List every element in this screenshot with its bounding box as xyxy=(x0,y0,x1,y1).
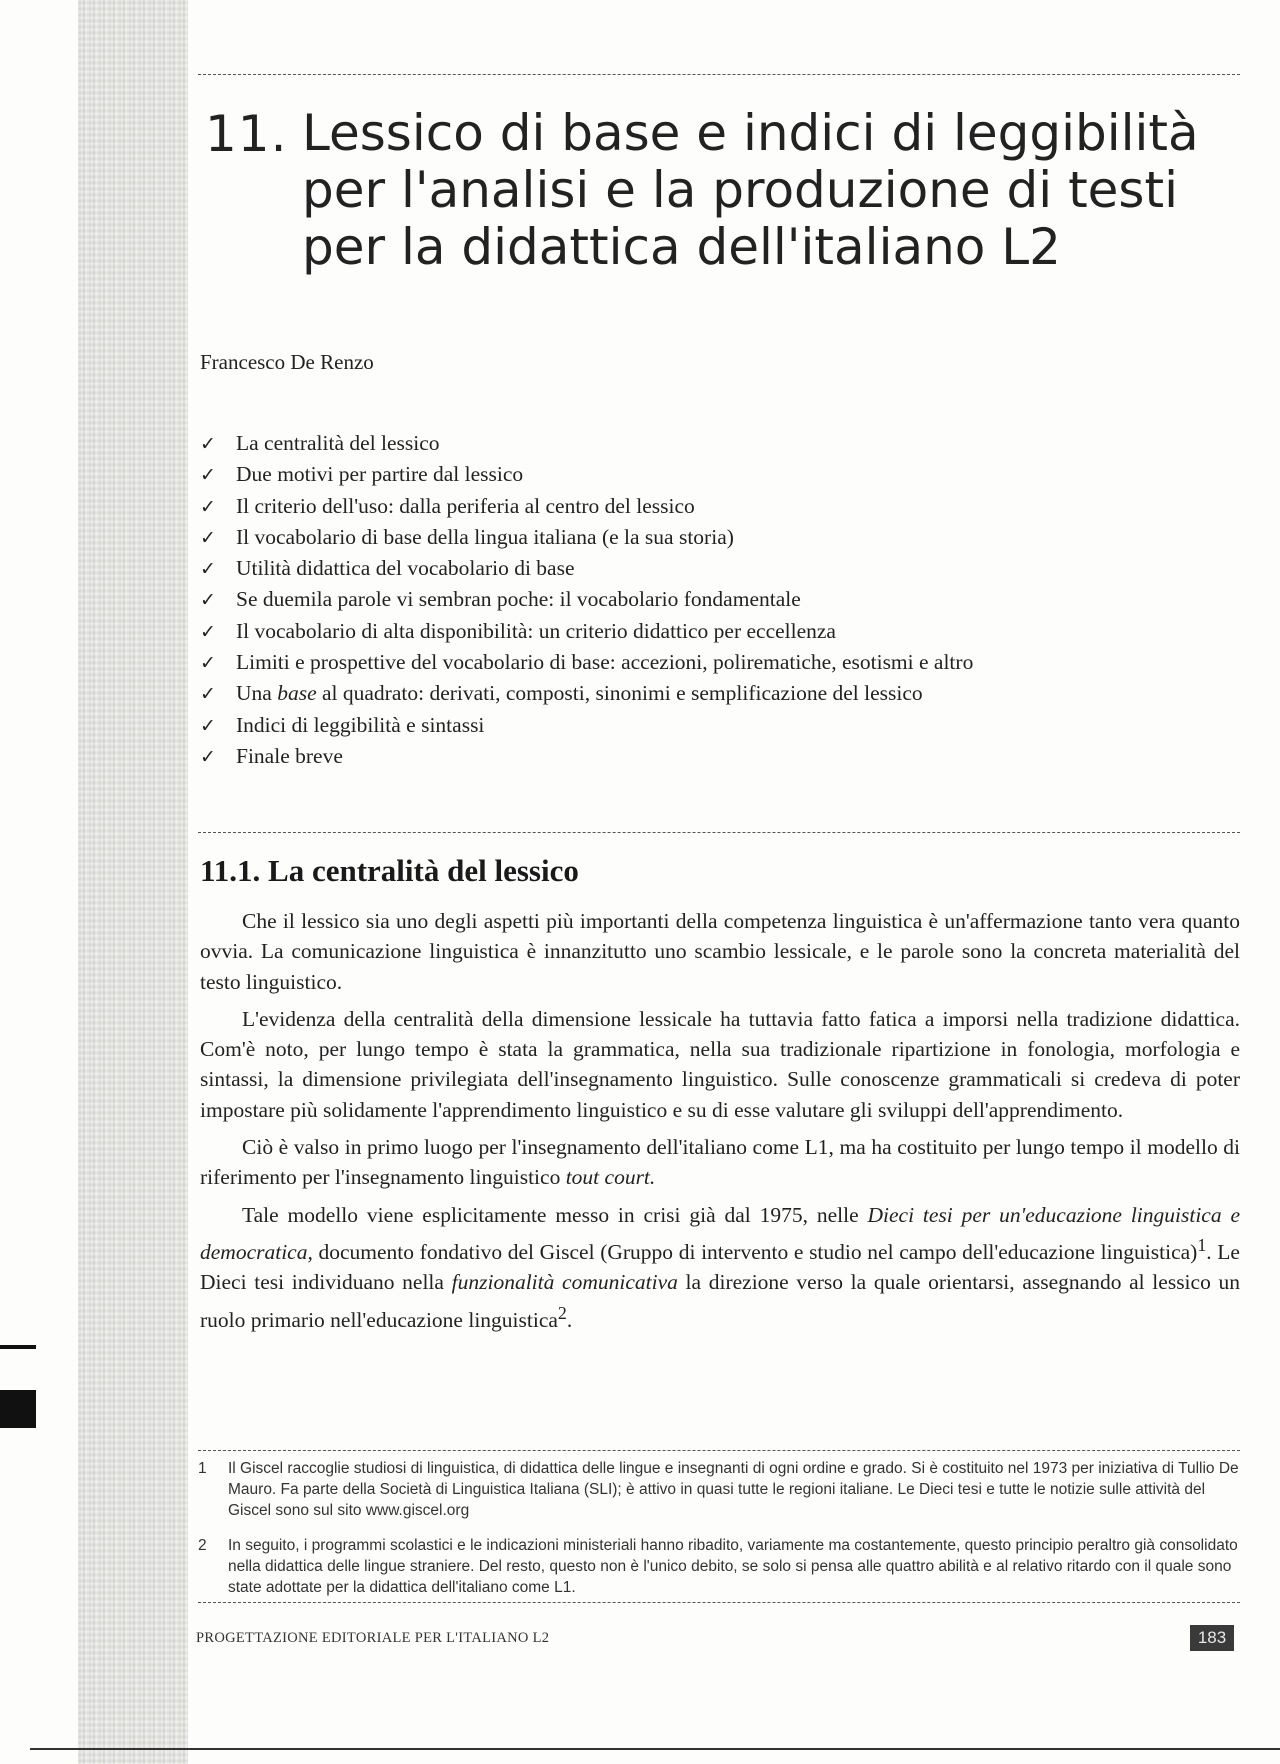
checkmark-icon: ✓ xyxy=(200,745,216,768)
chapter-title-line: per l'analisi e la produzione di testi xyxy=(302,161,1178,219)
section-dashed-rule xyxy=(198,832,1240,833)
list-item: ✓ La centralità del lessico xyxy=(200,428,973,459)
checkmark-icon: ✓ xyxy=(200,433,216,455)
chapter-title-line: per la didattica dell'italiano L2 xyxy=(302,218,1061,276)
list-item: ✓ Indici di leggibilità e sintassi xyxy=(200,710,973,741)
footnote-ref[interactable]: 2 xyxy=(557,1302,567,1323)
checkmark-icon: ✓ xyxy=(200,652,216,675)
footer-dashed-rule xyxy=(198,1602,1240,1603)
list-item: ✓ Utilità didattica del vocabolario di base xyxy=(200,553,973,584)
checkmark-icon: ✓ xyxy=(200,526,216,549)
checkmark-icon: ✓ xyxy=(200,714,216,737)
running-title: PROGETTAZIONE EDITORIALE PER L'ITALIANO L2 xyxy=(196,1630,550,1646)
scan-margin-block xyxy=(0,1390,36,1428)
list-item: ✓ Finale breve xyxy=(200,741,973,772)
scan-bottom-edge xyxy=(30,1748,1280,1750)
chapter-title-line: Lessico di base e indici di leggibilità xyxy=(302,104,1199,162)
checkmark-icon: ✓ xyxy=(200,495,216,518)
paragraph: Ciò è valso in primo luogo per l'insegnamento dell'italiano come L1, ma ha costituito per lungo tempo il modello di riferimento per l'insegnamento linguistico tout court. xyxy=(200,1135,1240,1190)
footnote-number: 1 xyxy=(198,1460,207,1477)
section-heading: 11.1. La centralità del lessico xyxy=(200,853,579,888)
scan-binding-shadow xyxy=(78,0,188,1764)
author-name: Francesco De Renzo xyxy=(200,350,374,374)
footnotes xyxy=(198,1458,1240,1612)
list-item: ✓ Il vocabolario di alta disponibilità: un criterio didattico per eccellenza xyxy=(200,616,973,647)
list-item: ✓ Il vocabolario di base della lingua italiana (e la sua storia) xyxy=(200,522,973,553)
list-item: ✓ Limiti e prospettive del vocabolario di base: accezioni, polirematiche, esotismi e altro xyxy=(200,647,973,678)
section-body xyxy=(200,906,1240,1342)
list-item: ✓ Se duemila parole vi sembran poche: il vocabolario fondamentale xyxy=(200,584,973,615)
footnote-dashed-rule xyxy=(198,1450,1240,1451)
checkmark-icon: ✓ xyxy=(200,683,216,706)
chapter-title xyxy=(302,105,1242,276)
list-item: ✓ Due motivi per partire dal lessico xyxy=(200,459,973,490)
list-item: ✓ Una base al quadrato: derivati, composti, sinonimi e semplificazione del lessico xyxy=(200,678,973,709)
checkmark-icon: ✓ xyxy=(200,558,216,581)
footnote-number: 2 xyxy=(198,1537,207,1554)
chapter-contents-list xyxy=(200,428,973,772)
list-item: ✓ Il criterio dell'uso: dalla periferia al centro del lessico xyxy=(200,491,973,522)
chapter-number: 11. xyxy=(205,105,288,163)
top-dashed-rule xyxy=(198,74,1240,75)
page-number: 183 xyxy=(1190,1625,1234,1651)
footnote xyxy=(198,1535,1240,1598)
footnote-text: In seguito, i programmi scolastici e le indicazioni ministeriali hanno ribadito, variamente ma costantemente, questo principio peraltro già consolidato nella didattica delle lingue straniere. Del resto, questo non è l'unico debito, se solo si pensa alle quattro abilità e al relativo ritardo con il quale sono state adottate per la didattica dell'italiano come L1. xyxy=(228,1537,1238,1596)
checkmark-icon: ✓ xyxy=(200,620,216,643)
paragraph: Tale modello viene esplicitamente messo in crisi già dal 1975, nelle Dieci tesi per un'educazione linguistica e democratica, documento fondativo del Giscel (Gruppo di intervento e studio nel campo dell'educazione linguistica)$^1$. Le Dieci tesi individuano nella funzionalità comunicativa la direzione verso la quale orientarsi, assegnando al lessico un ruolo primario nell'educazione linguistica$^2$. xyxy=(200,1202,1241,1332)
footnote xyxy=(198,1458,1240,1521)
paragraph: Che il lessico sia uno degli aspetti più importanti della competenza linguistica è un'affermazione tanto vera quanto ovvia. La comunicazione linguistica è innanzitutto uno scambio lessicale, e le parole sono la concreta materialità del testo linguistico. xyxy=(200,909,1240,994)
footnote-ref[interactable]: 1 xyxy=(1197,1234,1207,1255)
paragraph: L'evidenza della centralità della dimensione lessicale ha tuttavia fatto fatica a imporsi nella tradizione didattica. Com'è noto, per lungo tempo è stata la grammatica, nella sua tradizionale ripartizione in fonologia, morfologia e sintassi, la dimensione privilegiata dell'insegnamento linguistico. Sulle conoscenze grammaticali si credeva di poter impostare più solidamente l'apprendimento linguistico e su di esse valutare gli sviluppi dell'apprendimento. xyxy=(200,1006,1240,1122)
scan-margin-mark xyxy=(0,1345,36,1349)
checkmark-icon: ✓ xyxy=(200,464,216,487)
checkmark-icon: ✓ xyxy=(200,589,216,612)
footnote-text: Il Giscel raccoglie studiosi di linguistica, di didattica delle lingue e insegnanti di ogni ordine e grado. Si è costituito nel 1973 per iniziativa di Tullio De Mauro. Fa parte della Società di Linguistica Italiana (SLI); è attivo in quasi tutte le regioni italiane. Le Dieci tesi e tutte le notizie sulle attività del Giscel sono sul sito www.giscel.org xyxy=(228,1460,1239,1519)
